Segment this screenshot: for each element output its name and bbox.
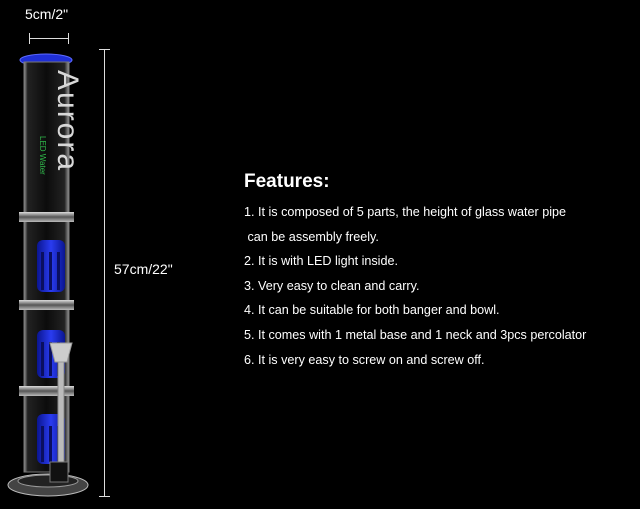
tube-joint [19, 300, 74, 310]
feature-item: 5. It comes with 1 metal base and 1 neck and 3pcs percolator [244, 327, 587, 342]
height-dimension-label: 57cm/22" [114, 261, 173, 277]
feature-item: 1. It is composed of 5 parts, the height of glass water pipe [244, 205, 567, 219]
tube-joint [19, 212, 74, 222]
feature-item: can be assembly freely. [244, 229, 379, 244]
brand-subtext: LED Water [38, 136, 47, 175]
feature-item: 4. It can be suitable for both banger and bowl. [244, 303, 500, 318]
percolator [37, 240, 65, 292]
feature-item: 2. It is with LED light inside. [244, 254, 398, 269]
features-list [244, 205, 586, 377]
brand-logo-text: Aurora [51, 70, 84, 173]
width-dimension-label: 5cm/2" [25, 6, 69, 22]
feature-item: 6. It is very easy to screw on and screw off. [244, 352, 485, 367]
features-heading: Features: [244, 171, 330, 192]
tube-joint [19, 386, 74, 396]
feature-item: 3. Very easy to clean and carry. [244, 278, 420, 293]
